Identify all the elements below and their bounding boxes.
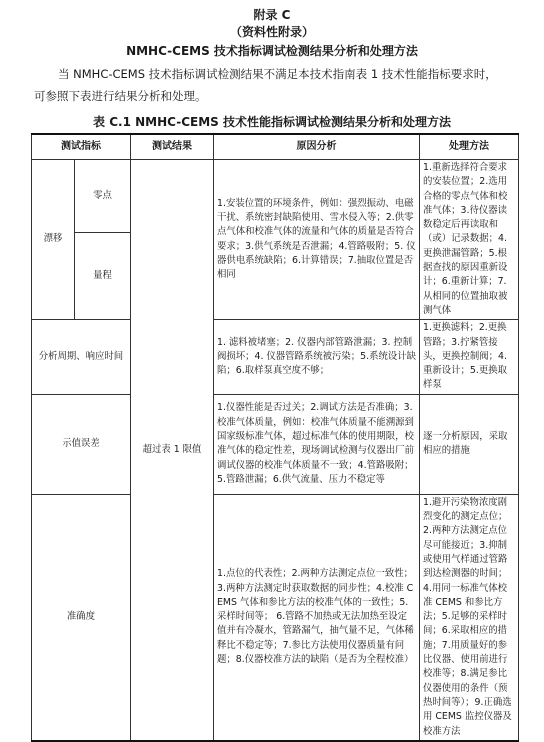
method-accuracy: 1.避开污染物浓度剧烈变化的测定点位；2.两种方法测定点位尽可能接近；3.抑制或使用气样通过管路到达检测器的时间；4.用同一标准气体校准 CEMS 和参比方法；5.足够的采样时间；6.采取相应的措施；7.用质量好的参比仪器、使用前进行校准等；8.满足参比仪器使用的条件（预热时间等）；9.正确选用 CEMS 监控仪器及校准方法 <box>420 494 519 741</box>
method-drift: 1.重新选择符合要求的安装位置；2.选用合格的零点气体和校准气体；3.待仪器读数稳定后再读取和（或）记录数据；4.更换泄漏管路；5.根据查找的原因重新设计；6.重新计算；7.从相同的位置抽取被测气体 <box>420 160 519 320</box>
appendix-title: NMHC-CEMS 技术指标调试检测结果分析和处理方法 <box>126 44 418 58</box>
table-caption: 表 C.1 NMHC-CEMS 技术性能指标调试检测结果分析和处理方法 <box>93 115 451 129</box>
item-zero: 零点 <box>75 160 131 233</box>
intro-paragraph-line-2: 可参照下表进行结果分析和处理。 <box>34 89 207 103</box>
item-drift: 漂移 <box>32 160 75 320</box>
table-header-row <box>32 134 519 160</box>
item-response-time: 分析周期、响应时间 <box>32 320 131 394</box>
header-cause-analysis: 原因分析 <box>214 134 420 160</box>
table-row <box>32 494 519 741</box>
cause-indication-error: 1.仪器性能是否过关；2.调试方法是否准确；3.校准气体质量，例如：校准气体质量不能溯源到国家级标准气体，超过标准气体的使用期限，校准气体的稳定性差，现场调试检测与仪器出厂前调试仪器的校准气体质量不一致；4.管路吸附；5.管路泄漏；6.供气流量、压力不稳定等 <box>214 394 420 494</box>
cause-drift: 1.安装位置的环境条件，例如：强烈振动、电磁干扰、系统密封缺陷使用、雪水侵入等；2.供零点气体和校准气体的流量和气体的质量是否符合要求；3.供气系统是否泄漏；4.管路吸附；5. 仪器供电系统缺陷；6.计算错误；7.抽取位置是否相同 <box>214 160 420 320</box>
item-span: 量程 <box>75 233 131 320</box>
method-response-time: 1.更换滤料；2.更换管路；3.拧紧管接头，更换控制阀；4.重新设计；5.更换取样泵 <box>420 320 519 394</box>
header-test-item: 测试指标 <box>32 134 131 160</box>
analysis-table <box>31 133 519 742</box>
item-indication-error: 示值误差 <box>32 394 131 494</box>
intro-paragraph-line-1: 当 NMHC-CEMS 技术指标调试检测结果不满足本技术指南表 1 技术性能指标要求时， <box>58 67 497 81</box>
appendix-note: （资料性附录） <box>229 25 314 39</box>
method-indication-error: 逐一分析原因，采取相应的措施 <box>420 394 519 494</box>
cause-accuracy: 1.点位的代表性；2.两种方法测定点位一致性；3.两种方法测定时获取数据的同步性；4.校准 CEMS 气体和参比方法的校准气体的一致性；5.采样时间等； 6.管路不加热或无法加热至设定值并有冷凝水，管路漏气，抽气量不足，气体稀释比不稳定等；7.参比方法使用仪器质量有问题；8.仪器校准方法的缺陷（是否为全程校准） <box>214 494 420 741</box>
table-row <box>32 320 519 394</box>
table-row <box>32 394 519 494</box>
header-test-result: 测试结果 <box>131 134 214 160</box>
table-row <box>32 160 519 233</box>
cause-response-time: 1. 滤料被堵塞；2. 仪器内部管路泄漏；3. 控制阀损坏；4. 仪器管路系统被污染；5.系统设计缺陷；6.取样泵真空度不够； <box>214 320 420 394</box>
item-accuracy: 准确度 <box>32 494 131 741</box>
appendix-heading: 附录 C <box>253 8 291 22</box>
result-exceeds-limit: 超过表 1 限值 <box>131 160 214 741</box>
header-treatment-method: 处理方法 <box>420 134 519 160</box>
